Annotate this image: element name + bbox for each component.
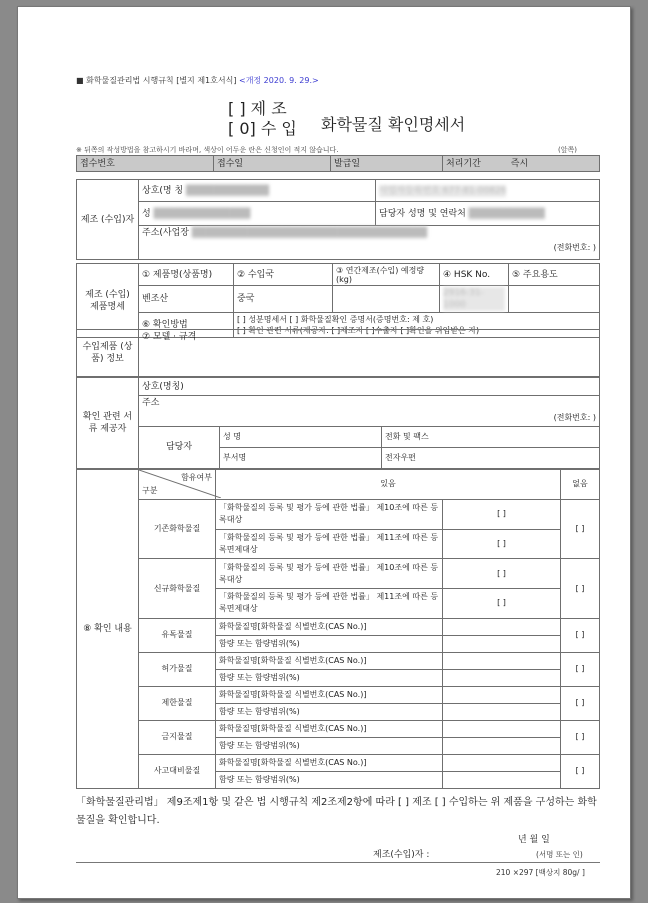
maker-contact[interactable]: 담당자 성명 및 연락처 ███████████ <box>376 202 600 226</box>
receipt-table <box>76 155 600 172</box>
provider-tel[interactable]: 전화 및 팩스 <box>382 426 600 447</box>
prohibited-chem: 금지물질 <box>139 720 216 754</box>
toxic-content[interactable]: 함량 또는 함량범위(%) <box>216 635 443 652</box>
method-label: ⑥ 확인방법 <box>139 313 234 338</box>
issue-date: 발급일 <box>331 156 443 172</box>
permitted-content-value[interactable] <box>443 669 561 686</box>
confirm-head-diagonal <box>139 470 216 500</box>
new-none-check[interactable]: [ ] <box>561 559 600 619</box>
restricted-cas-value[interactable] <box>443 686 561 703</box>
new-chem: 신규화학물질 <box>139 559 216 619</box>
new-reg-subject-check[interactable]: [ ] <box>443 559 561 589</box>
accident-cas-value[interactable] <box>443 754 561 771</box>
model-label: 수입제품 (상품) 정보 <box>77 330 139 377</box>
form-title: 화학물질 확인명세서 <box>321 115 466 134</box>
accident-chem: 사고대비물질 <box>139 754 216 788</box>
toxic-none-check[interactable]: [ ] <box>561 618 600 652</box>
receipt-date: 접수일 <box>214 156 331 172</box>
confirmation-statement: 「화학물질관리법」 제9조제1항 및 같은 법 시행규칙 제2조제2항에 따라 [ ] 제조 [ ] 수입하는 위 제품을 구성하는 화학물질을 확인합니다. <box>76 797 597 826</box>
choice-manufacture[interactable]: [ ] 제 조 <box>228 99 287 118</box>
product-label: 제조 (수입) 제품명세 <box>77 264 139 338</box>
col-import-country: ② 수입국 <box>234 264 333 286</box>
provider-label: 확인 관련 서류 제공자 <box>77 378 139 469</box>
accident-content[interactable]: 함량 또는 함량범위(%) <box>216 771 443 788</box>
footer-divider <box>76 862 600 863</box>
head-class: 구분 <box>142 485 158 495</box>
signature-note: (서명 또는 인) <box>536 850 583 859</box>
toxic-cas-value[interactable] <box>443 618 561 635</box>
receipt-number: 접수번호 <box>77 156 214 172</box>
accident-cas[interactable]: 화학물질명[화학물질 식별번호(CAS No.)] <box>216 754 443 771</box>
toxic-content-value[interactable] <box>443 635 561 652</box>
permitted-cas-value[interactable] <box>443 652 561 669</box>
maker-table <box>76 179 600 260</box>
value-product-name[interactable]: 벤조산 <box>139 286 234 313</box>
restricted-none-check[interactable]: [ ] <box>561 686 600 720</box>
col-product-name: ① 제품명(상품명) <box>139 264 234 286</box>
provider-manager: 담당자 <box>139 426 220 468</box>
prohibited-cas-value[interactable] <box>443 720 561 737</box>
permitted-none-check[interactable]: [ ] <box>561 652 600 686</box>
prohibited-cas[interactable]: 화학물질명[화학물질 식별번호(CAS No.)] <box>216 720 443 737</box>
instruction-note: ※ 뒤쪽의 작성방법을 참고하시기 바라며, 색상이 어두운 란은 신청인이 적지 않습니다. <box>76 146 339 154</box>
value-hsk[interactable]: 2916-31-1000 <box>440 286 509 313</box>
provider-email[interactable]: 전자우편 <box>382 447 600 468</box>
sign-date[interactable]: 년 월 일 <box>518 835 550 845</box>
restricted-cas[interactable]: 화학물질명[화학물질 식별번호(CAS No.)] <box>216 686 443 703</box>
law-reference: ■ 화학물질관리법 시행규칙 [별지 제1호서식] <개정 2020. 9. 29.> <box>76 76 319 85</box>
confirm-table <box>76 469 600 789</box>
method-options[interactable]: [ ] 성분명세서 [ ] 화학물질확인 증명서(증명번호: 제 호) [ ] 확인 관련 서류(제공자: [ ]제조자 [ ]수출자 [ ]확인을 위임받은 자) <box>234 313 600 338</box>
toxic-chem: 유독물질 <box>139 618 216 652</box>
provider-phone: (전화번호: ) <box>553 413 596 423</box>
confirm-label: ⑧ 확인 내용 <box>77 470 139 789</box>
provider-dept[interactable]: 부서명 <box>220 447 382 468</box>
permitted-chem: 허가물질 <box>139 652 216 686</box>
manufacture-import-choice <box>228 99 297 139</box>
permitted-content[interactable]: 함량 또는 함량범위(%) <box>216 669 443 686</box>
front-side-label: (앞쪽) <box>558 146 577 154</box>
model-table <box>76 329 600 377</box>
restricted-content[interactable]: 함량 또는 함량범위(%) <box>216 703 443 720</box>
provider-name[interactable]: 성 명 <box>220 426 382 447</box>
value-annual-amount[interactable] <box>333 286 440 313</box>
existing-reg-exempt: 「화학물질의 등록 및 평가 등에 관한 법률」 제11조에 따른 등록면제대상 <box>216 529 443 559</box>
new-reg-exempt-check[interactable]: [ ] <box>443 589 561 619</box>
maker-label: 제조 (수입)자 <box>77 180 139 260</box>
paper-spec: 210 ×297 [백상지 80g/ ] <box>496 868 585 877</box>
signer-label[interactable]: 제조(수입)자 : <box>373 850 430 860</box>
maker-phone: (전화번호: ) <box>553 243 596 252</box>
existing-reg-exempt-check[interactable]: [ ] <box>443 529 561 559</box>
col-annual-amount: ③ 연간제조(수입) 예정량(kg) <box>333 264 440 286</box>
provider-table <box>76 377 600 469</box>
choice-import[interactable]: [ 0] 수 입 <box>228 119 297 138</box>
head-no: 없음 <box>561 470 600 500</box>
existing-reg-subject-check[interactable]: [ ] <box>443 499 561 529</box>
permitted-cas[interactable]: 화학물질명[화학물질 식별번호(CAS No.)] <box>216 652 443 669</box>
accident-none-check[interactable]: [ ] <box>561 754 600 788</box>
provider-address[interactable]: 주소 (전화번호: ) <box>139 396 600 426</box>
prohibited-content[interactable]: 함량 또는 함량범위(%) <box>216 737 443 754</box>
maker-bizno[interactable]: 사업자등록번호 677-81-00826 <box>376 180 600 202</box>
col-hsk: ④ HSK No. <box>440 264 509 286</box>
value-usage[interactable] <box>509 286 600 313</box>
existing-reg-subject: 「화학물질의 등록 및 평가 등에 관한 법률」 제10조에 따른 등록대상 <box>216 499 443 529</box>
new-reg-exempt: 「화학물질의 등록 및 평가 등에 관한 법률」 제11조에 따른 등록면제대상 <box>216 589 443 619</box>
value-import-country[interactable]: 중국 <box>234 286 333 313</box>
col-usage: ⑤ 주요용도 <box>509 264 600 286</box>
toxic-cas[interactable]: 화학물질명[화학물질 식별번호(CAS No.)] <box>216 618 443 635</box>
model-spec[interactable]: ⑦ 모델 · 규격 <box>139 330 600 377</box>
provider-company[interactable]: 상호(명칭) <box>139 378 600 396</box>
head-presence: 함유여부 <box>181 473 212 482</box>
new-reg-subject: 「화학물질의 등록 및 평가 등에 관한 법률」 제10조에 따른 등록대상 <box>216 559 443 589</box>
restricted-content-value[interactable] <box>443 703 561 720</box>
prohibited-none-check[interactable]: [ ] <box>561 720 600 754</box>
revision-date: <개정 2020. 9. 29.> <box>238 76 319 85</box>
accident-content-value[interactable] <box>443 771 561 788</box>
maker-company[interactable]: 상호(명 칭 ████████████ <box>139 180 376 202</box>
head-yes: 있음 <box>216 470 561 500</box>
prohibited-content-value[interactable] <box>443 737 561 754</box>
form-page <box>17 6 631 899</box>
restricted-chem: 제한물질 <box>139 686 216 720</box>
maker-address[interactable]: 주소(사업장 ██████████████████████████████████ (전화번호: ) <box>139 226 600 260</box>
maker-name[interactable]: 성 ██████████████ <box>139 202 376 226</box>
existing-chem: 기존화학물질 <box>139 499 216 559</box>
processing-period: 처리기간 즉시 <box>443 156 600 172</box>
existing-none-check[interactable]: [ ] <box>561 499 600 559</box>
product-table <box>76 263 600 338</box>
